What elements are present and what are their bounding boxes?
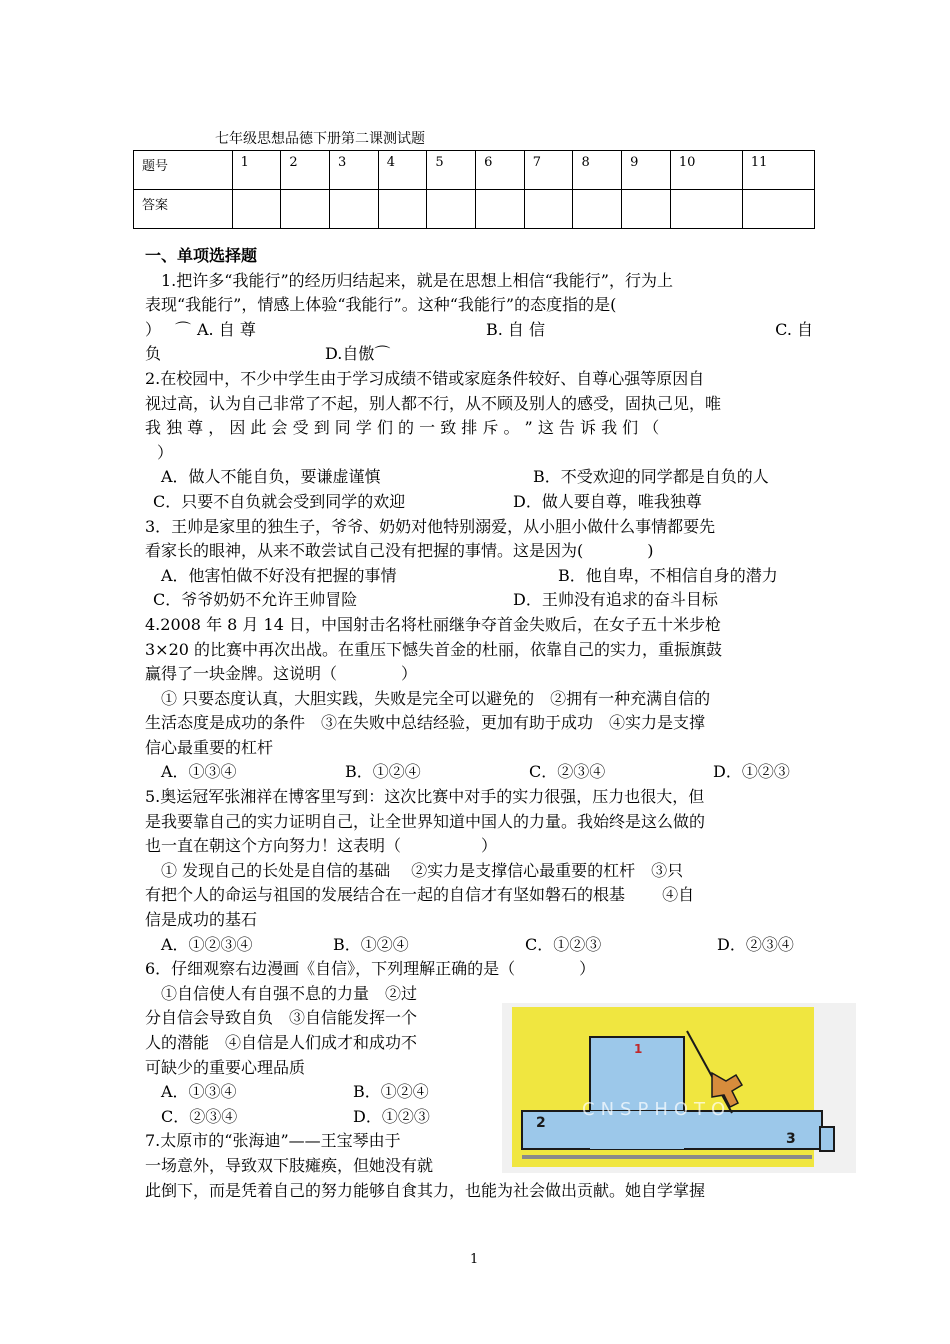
q6-option-b[interactable]: B．①②④ <box>353 1082 429 1102</box>
table-cell: 5 <box>427 151 476 190</box>
q4-line: 3×20 的比赛中再次出战。在重压下憾失首金的杜丽，依靠自己的实力，重振旗鼓 <box>145 639 723 659</box>
blank-mark-icon: ⌒ <box>175 319 192 339</box>
q2-option-b[interactable]: B．不受欢迎的同学都是自负的人 <box>533 467 769 487</box>
q6-options-row <box>145 1105 491 1130</box>
q7-line: 一场意外，导致双下肢瘫痪，但她没有就 <box>145 1155 434 1175</box>
q3-option-c[interactable]: C．爷爷奶奶不允许王帅冒险 <box>153 590 358 610</box>
table-cell: 1 <box>232 151 281 190</box>
q5-line: ① 发现自己的长处是自信的基础 ②实力是支撑信心最重要的杠杆 ③只 <box>161 860 684 880</box>
q6-line: 人的潜能 ④自信是人们成才和成功不 <box>145 1033 418 1052</box>
q5-option-c[interactable]: C．①②③ <box>525 934 602 954</box>
q1-option-a[interactable]: A. 自 尊 <box>197 319 256 339</box>
table-cell: 10 <box>670 151 742 190</box>
q6-option-d[interactable]: D．①②③ <box>353 1106 430 1126</box>
table-cell: 11 <box>742 151 814 190</box>
row-label-number: 题号 <box>134 151 233 190</box>
q2-options-row <box>145 465 813 490</box>
answer-cell[interactable] <box>378 190 427 229</box>
answer-cell[interactable] <box>524 190 573 229</box>
q5-line: 信是成功的基石 <box>145 910 258 930</box>
podium-label-3: 3 <box>786 1131 796 1147</box>
comic-illustration <box>502 1003 856 1173</box>
q3-option-a[interactable]: A．他害怕做不好没有把握的事情 <box>161 565 397 585</box>
q1-paren: ） <box>145 319 162 339</box>
q6-line: 可缺少的重要心理品质 <box>145 1057 306 1077</box>
q4-line: 生活态度是成功的条件 ③在失败中总结经验，更加有助于成功 ④实力是支撑 <box>145 713 706 733</box>
q1-options-line <box>145 318 813 343</box>
q2-options-row <box>145 490 813 515</box>
q2-line: 视过高，认为自己非常了不起，别人都不行，从不顾及别人的感受，固执己见，唯 <box>145 393 722 413</box>
q3-option-b[interactable]: B．他自卑，不相信自身的潜力 <box>558 565 778 585</box>
answer-cell[interactable] <box>330 190 379 229</box>
blank-mark-icon: ⌒ <box>374 344 391 364</box>
q5-option-b[interactable]: B．①②④ <box>333 934 409 954</box>
q4-option-b[interactable]: B．①②④ <box>345 762 421 782</box>
table-cell: 9 <box>622 151 671 190</box>
q1-options-line <box>145 342 813 367</box>
table-cell: 2 <box>281 151 330 190</box>
q5-line: 也一直在朝这个方向努力！这表明（ ） <box>145 836 498 856</box>
q5-option-a[interactable]: A．①②③④ <box>161 934 253 954</box>
q5-line: 5.奥运冠军张湘祥在博客里写到：这次比赛中对手的实力很强，压力也很大，但 <box>145 787 705 807</box>
q1-option-c[interactable]: C. 自 <box>775 319 813 339</box>
q4-line: 4.2008 年 8 月 14 日，中国射击名将杜丽继争夺首金失败后，在女子五十米步枪 <box>145 614 721 634</box>
q4-options-row <box>145 760 813 785</box>
q6-line: 6．仔细观察右边漫画《自信》，下列理解正确的是（ ） <box>145 959 596 979</box>
q1-line: 表现“我能行”，情感上体验“我能行”。这种“我能行”的态度指的是( <box>145 295 617 315</box>
q3-options-row <box>145 564 813 589</box>
podium-label-2: 2 <box>536 1115 546 1131</box>
table-row <box>134 151 815 190</box>
confidence-comic-image <box>502 1003 856 1173</box>
answer-cell[interactable] <box>573 190 622 229</box>
q6-options-row <box>145 1080 491 1105</box>
q7-line: 7.太原市的“张海迪”——王宝琴由于 <box>145 1131 401 1151</box>
q4-line: 信心最重要的杠杆 <box>145 737 274 757</box>
q4-option-a[interactable]: A．①③④ <box>161 762 237 782</box>
q1-option-c-rest: 负 <box>145 344 162 364</box>
answer-cell[interactable] <box>742 190 814 229</box>
q4-option-c[interactable]: C．②③④ <box>529 762 606 782</box>
q2-option-c[interactable]: C．只要不自负就会受到同学的欢迎 <box>153 491 406 511</box>
table-row <box>134 190 815 229</box>
row-label-answer: 答案 <box>134 190 233 229</box>
q4-option-d[interactable]: D．①②③ <box>713 762 790 782</box>
podium-step <box>820 1127 834 1151</box>
answer-cell[interactable] <box>670 190 742 229</box>
q3-line: 看家长的眼神，从来不敢尝试自己没有把握的事情。这是因为( ) <box>145 541 654 561</box>
q5-option-d[interactable]: D．②③④ <box>717 934 794 954</box>
q1-option-b[interactable]: B. 自 信 <box>486 319 546 339</box>
q2-option-a[interactable]: A．做人不能自负，要谦虚谨慎 <box>161 467 381 487</box>
q4-line: ① 只要态度认真，大胆实践，失败是完全可以避免的 ②拥有一种充满自信的 <box>161 688 711 708</box>
watermark: CNSPHOTO <box>582 1099 732 1120</box>
page-title: 七年级思想品德下册第二课测试题 <box>215 131 425 147</box>
q1-option-d[interactable]: D.自傲 <box>325 344 375 364</box>
answer-cell[interactable] <box>232 190 281 229</box>
answer-cell[interactable] <box>476 190 525 229</box>
q6-option-c[interactable]: C．②③④ <box>161 1106 238 1126</box>
q1-line: 1.把许多“我能行”的经历归结起来，就是在思想上相信“我能行”，行为上 <box>161 270 673 290</box>
q6-option-a[interactable]: A．①③④ <box>161 1082 237 1102</box>
caption-line <box>522 1155 812 1159</box>
section-title: 一、单项选择题 <box>145 246 258 265</box>
table-cell: 6 <box>476 151 525 190</box>
q5-line: 是我要靠自己的实力证明自己，让全世界知道中国人的力量。我始终是这么做的 <box>145 811 706 831</box>
q2-option-d[interactable]: D．做人要自尊，唯我独尊 <box>513 491 702 511</box>
q2-line: 2.在校园中，不少中学生由于学习成绩不错或家庭条件较好、自尊心强等原因自 <box>145 368 705 388</box>
q5-line: 有把个人的命运与祖国的发展结合在一起的自信才有坚如磐石的根基 ④自 <box>145 885 695 905</box>
q5-options-row <box>145 933 813 958</box>
q3-option-d[interactable]: D．王帅没有追求的奋斗目标 <box>513 590 718 610</box>
answer-cell[interactable] <box>622 190 671 229</box>
podium-label-1: 1 <box>634 1042 643 1056</box>
q4-line: 赢得了一块金牌。这说明（ ） <box>145 664 418 684</box>
q3-line: 3．王帅是家里的独生子，爷爷、奶奶对他特别溺爱，从小胆小做什么事情都要先 <box>145 516 716 536</box>
table-cell: 7 <box>524 151 573 190</box>
q2-line: ） <box>157 442 174 462</box>
table-cell: 3 <box>330 151 379 190</box>
q3-options-row <box>145 588 813 613</box>
answer-cell[interactable] <box>427 190 476 229</box>
q6-line: ①自信使人有自强不息的力量 ②过 <box>161 983 418 1003</box>
answer-cell[interactable] <box>281 190 330 229</box>
answer-table <box>133 150 815 229</box>
page-number: 1 <box>470 1252 479 1267</box>
q7-line: 此倒下，而是凭着自己的努力能够自食其力，也能为社会做出贡献。她自学掌握 <box>145 1180 706 1200</box>
q6-line: 分自信会导致自负 ③自信能发挥一个 <box>145 1008 418 1028</box>
q2-line: 我 独 尊 ， 因 此 会 受 到 同 学 们 的 一 致 排 斥 。 ” 这 告 诉 我 们 （ <box>145 418 660 438</box>
table-cell: 4 <box>378 151 427 190</box>
table-cell: 8 <box>573 151 622 190</box>
